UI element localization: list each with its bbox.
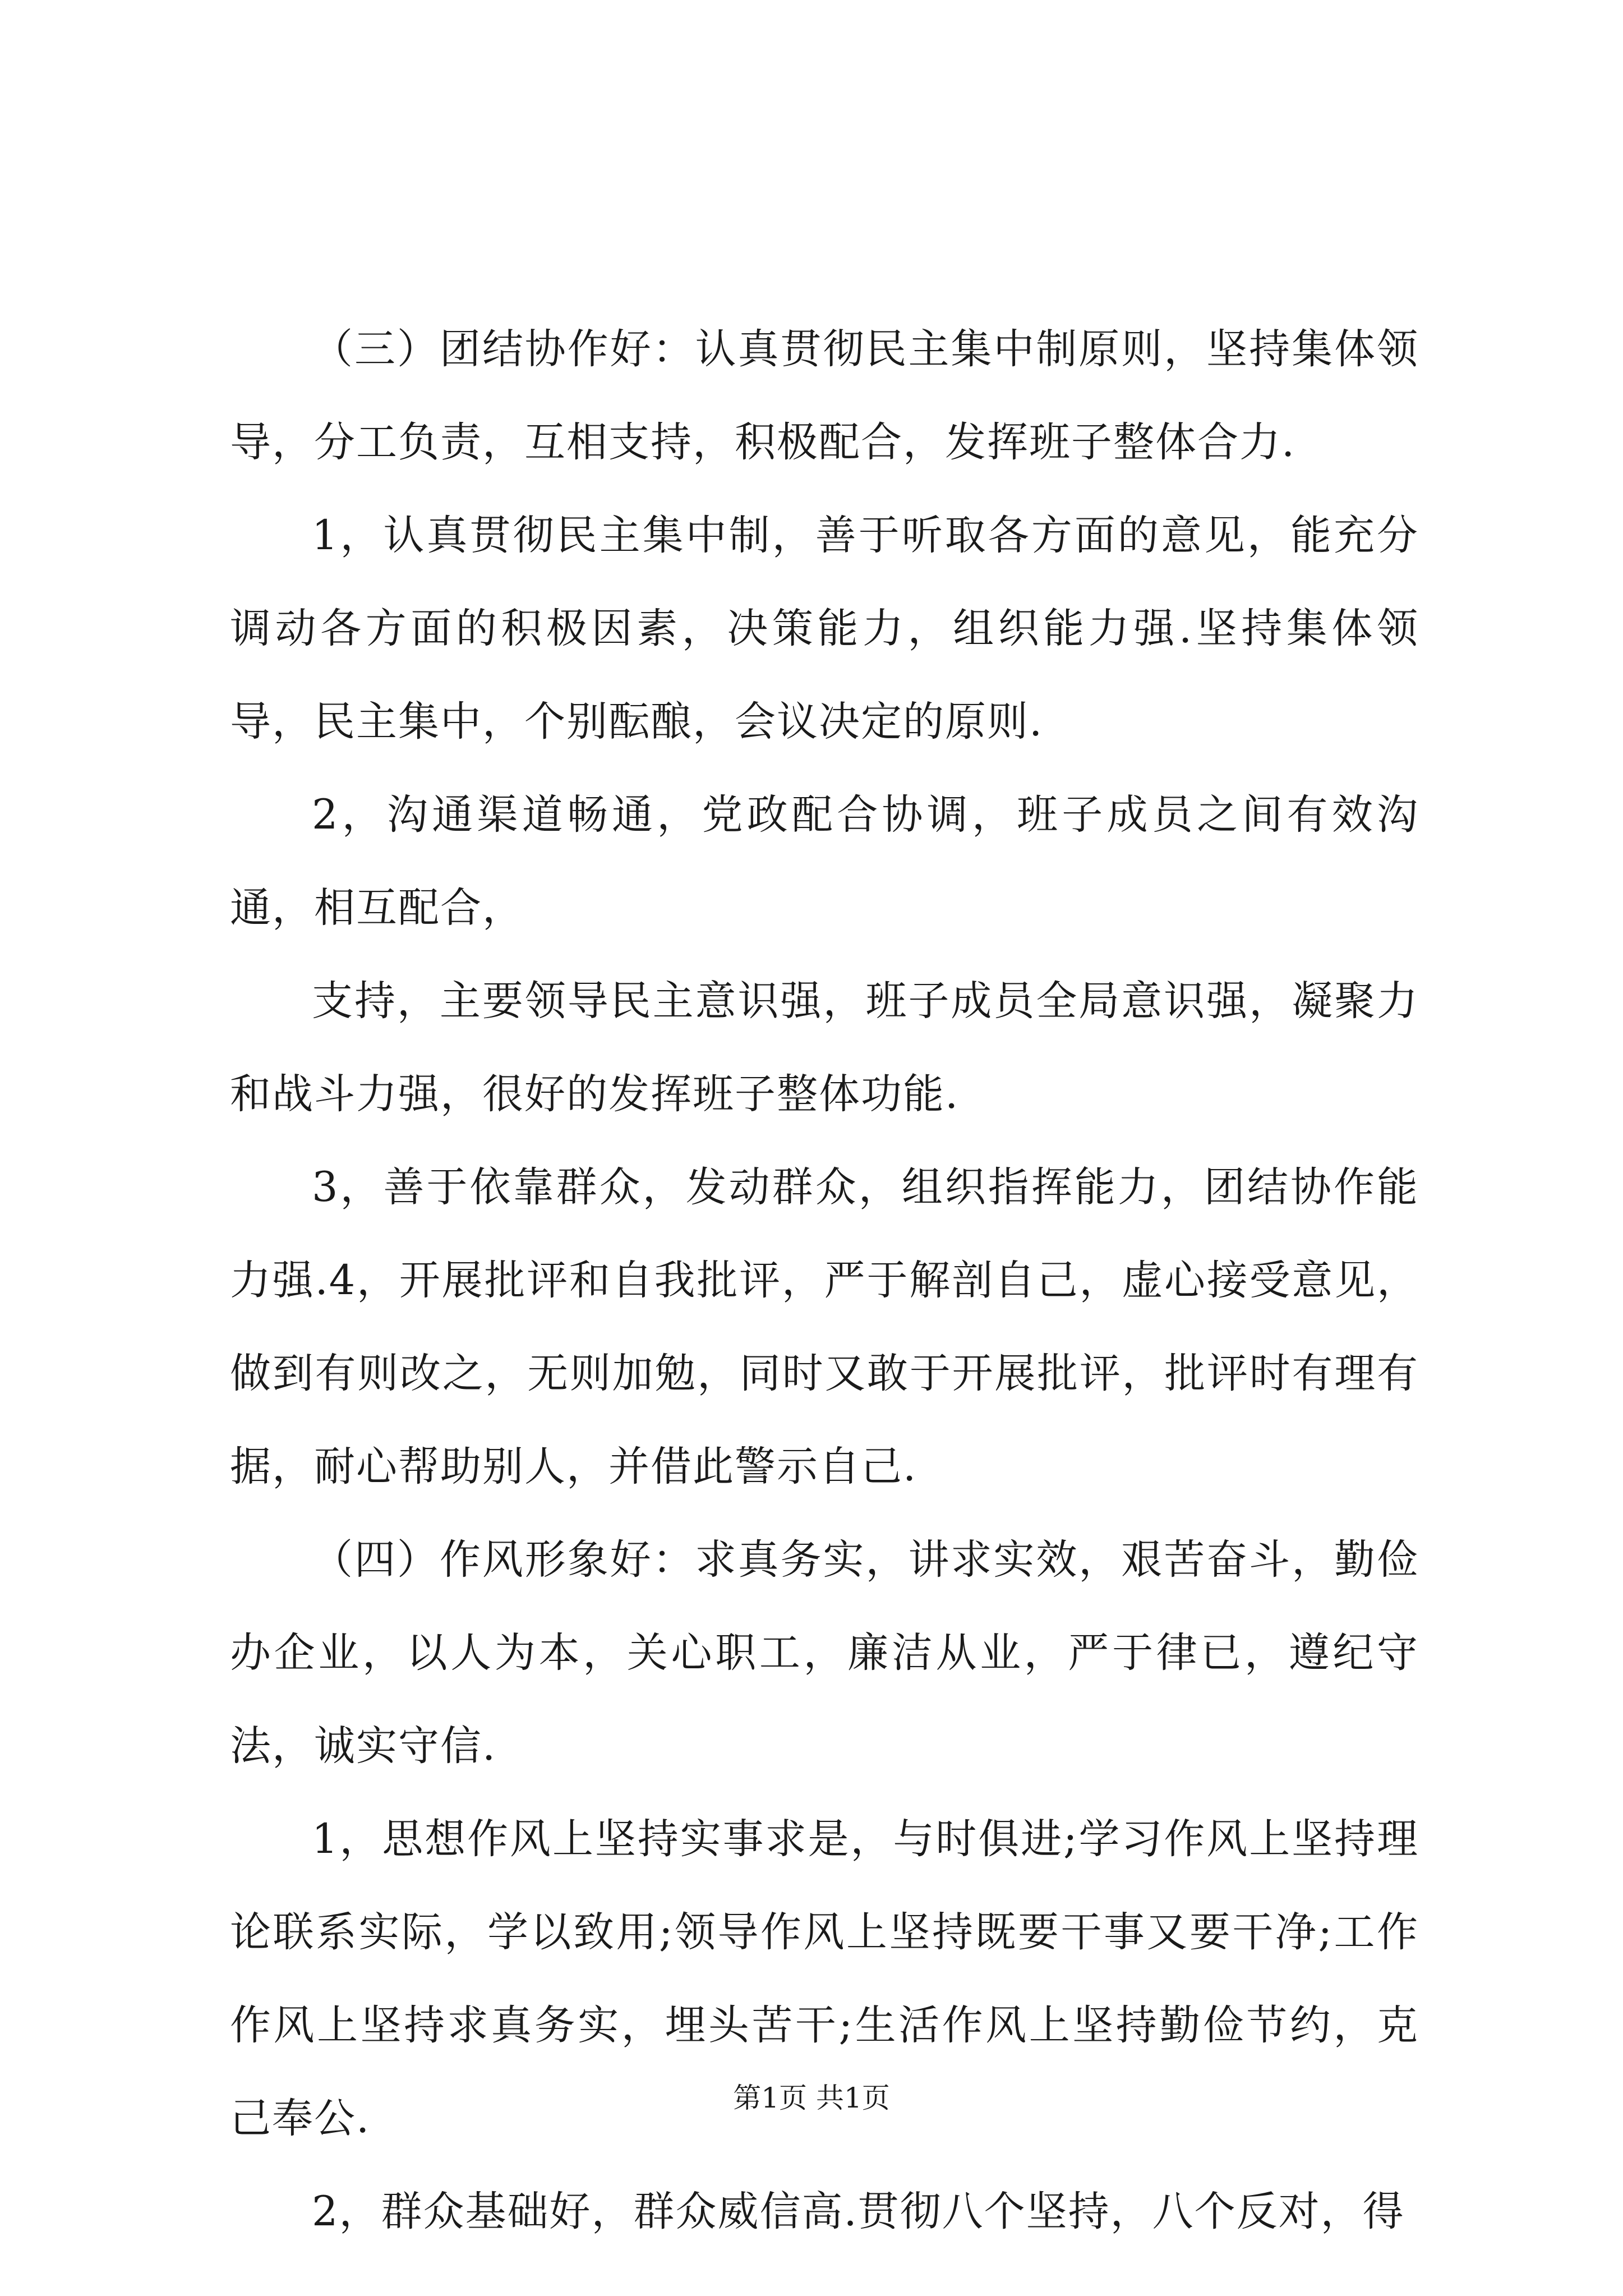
paragraph-item-2: 2，沟通渠道畅通，党政配合协调，班子成员之间有效沟通，相互配合， bbox=[230, 791, 1419, 932]
paragraph-section-4-item-1: 1，思想作风上坚持实事求是，与时俱进;学习作风上坚持理论联系实际，学以致用;领导作风上坚持既要干事又要干净;工作作风上坚持求真务实，埋头苦干;生活作风上坚持勤俭节约，克己奉公. bbox=[230, 1815, 1419, 2142]
paragraph-section-4: （四）作风形象好：求真务实，讲求实效，艰苦奋斗，勤俭办企业，以人为本，关心职工，廉洁从业，严于律已，遵纪守法，诚实守信. bbox=[230, 1536, 1419, 1770]
paragraph-item-2-continued: 支持，主要领导民主意识强，班子成员全局意识强，凝聚力和战斗力强，很好的发挥班子整体功能. bbox=[230, 977, 1419, 1118]
paragraph-item-3-4: 3，善于依靠群众，发动群众，组织指挥能力，团结协作能力强.4，开展批评和自我批评，严于解剖自己，虚心接受意见，做到有则改之，无则加勉，同时又敢于开展批评，批评时有理有据，耐心帮助别人，并借此警示自己. bbox=[230, 1163, 1419, 1490]
document-body bbox=[230, 303, 1419, 2258]
paragraph-section-4-item-2: 2，群众基础好，群众威信高.贯彻八个坚持，八个反对，得 bbox=[312, 2188, 1405, 2235]
paragraph-item-1: 1，认真贯彻民主集中制，善于听取各方面的意见，能充分调动各方面的积极因素，决策能力，组织能力强.坚持集体领导，民主集中，个别酝酿，会议决定的原则. bbox=[230, 512, 1419, 746]
paragraph-section-3: （三）团结协作好：认真贯彻民主集中制原则，坚持集体领导，分工负责，互相支持，积极配合，发挥班子整体合力. bbox=[230, 325, 1419, 466]
page-footer: 第1页 共1页 bbox=[733, 2082, 890, 2114]
